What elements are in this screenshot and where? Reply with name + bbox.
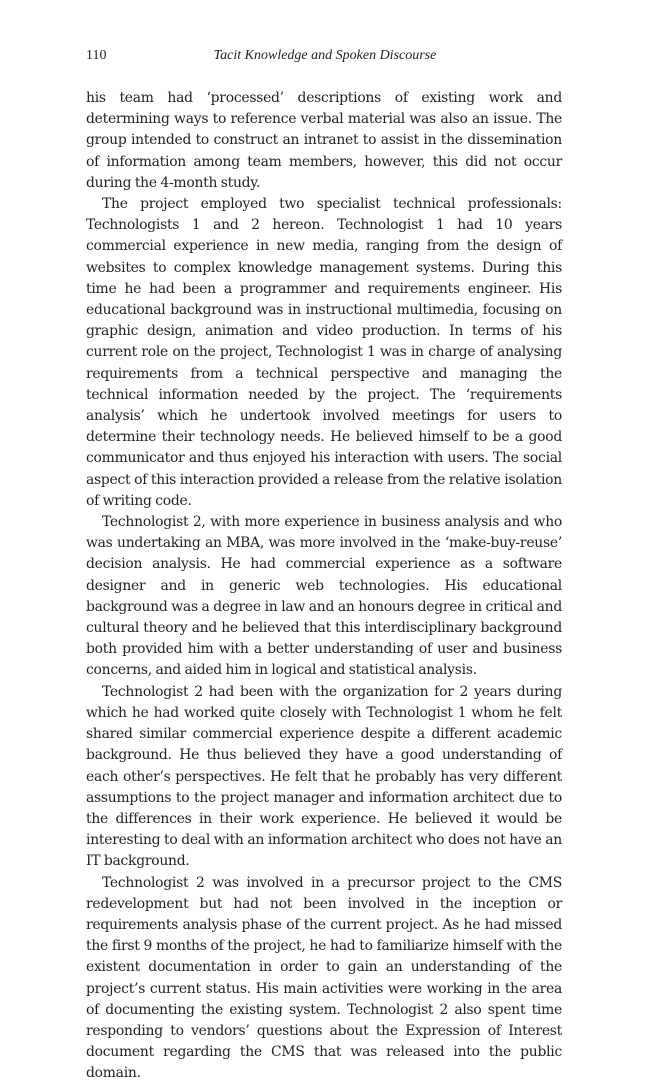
paragraph-1: his team had ‘processed’ descriptions of existing work and determining ways to reference verbal material was also an issue. The group intended to construct an intranet to assist in the dissemination of information among team members, however, this did not occur during the 4-month study.: [86, 90, 562, 191]
body-text: [86, 88, 562, 1085]
running-head: [86, 45, 564, 67]
page-number: 110: [86, 48, 107, 63]
paragraph-5: Technologist 2 was involved in a precursor project to the CMS redevelopment but had not been involved in the inception or requirements analysis phase of the current project. As he had missed the first 9 months of the project, he had to familiarize himself with the existent documentation in order to gain an understanding of the project’s current status. His main activities were working in the area of documenting the existing system. Technologist 2 also spent time responding to vendors’ questions about the Expression of Interest document regarding the CMS that was released into the public domain.: [86, 874, 562, 1082]
paragraph-4: Technologist 2 had been with the organization for 2 years during which he had worked quite closely with Technologist 1 whom he felt shared similar commercial experience despite a different academic background. He thus believed they have a good understanding of each other’s perspectives. He felt that he probably has very different assumptions to the project manager and information architect due to the differences in their work experience. He believed it would be interesting to deal with an information architect who does not have an IT background.: [86, 683, 562, 870]
running-title: Tacit Knowledge and Spoken Discourse: [213, 48, 437, 63]
paragraph-3: Technologist 2, with more experience in business analysis and who was undertaking an MBA, was more involved in the ‘make-buy-reuse’ decision analysis. He had commercial experience as a software designer and in generic web technologies. His educational background was a degree in law and an honours degree in critical and cultural theory and he believed that this interdisciplinary background both provided him with a better understanding of user and business concerns, and aided him in logical and statistical analysis.: [86, 514, 562, 679]
paragraph-2: The project employed two specialist technical professionals: Technologists 1 and 2 hereon. Technologist 1 had 10 years commercial experience in new media, ranging from the design of websites to complex knowledge management systems. During this time he had been a programmer and requirements engineer. His educational background was in instructional multimedia, focusing on graphic design, animation and video production. In terms of his current role on the project, Technologist 1 was in charge of analysing requirements from a technical perspective and managing the technical information needed by the project. The ‘requirements analysis’ which he undertook involved meetings for users to determine their technology needs. He believed himself to be a good communicator and thus enjoyed his interaction with users. The social aspect of this interaction provided a release from the relative isolation of writing code.: [86, 196, 562, 509]
